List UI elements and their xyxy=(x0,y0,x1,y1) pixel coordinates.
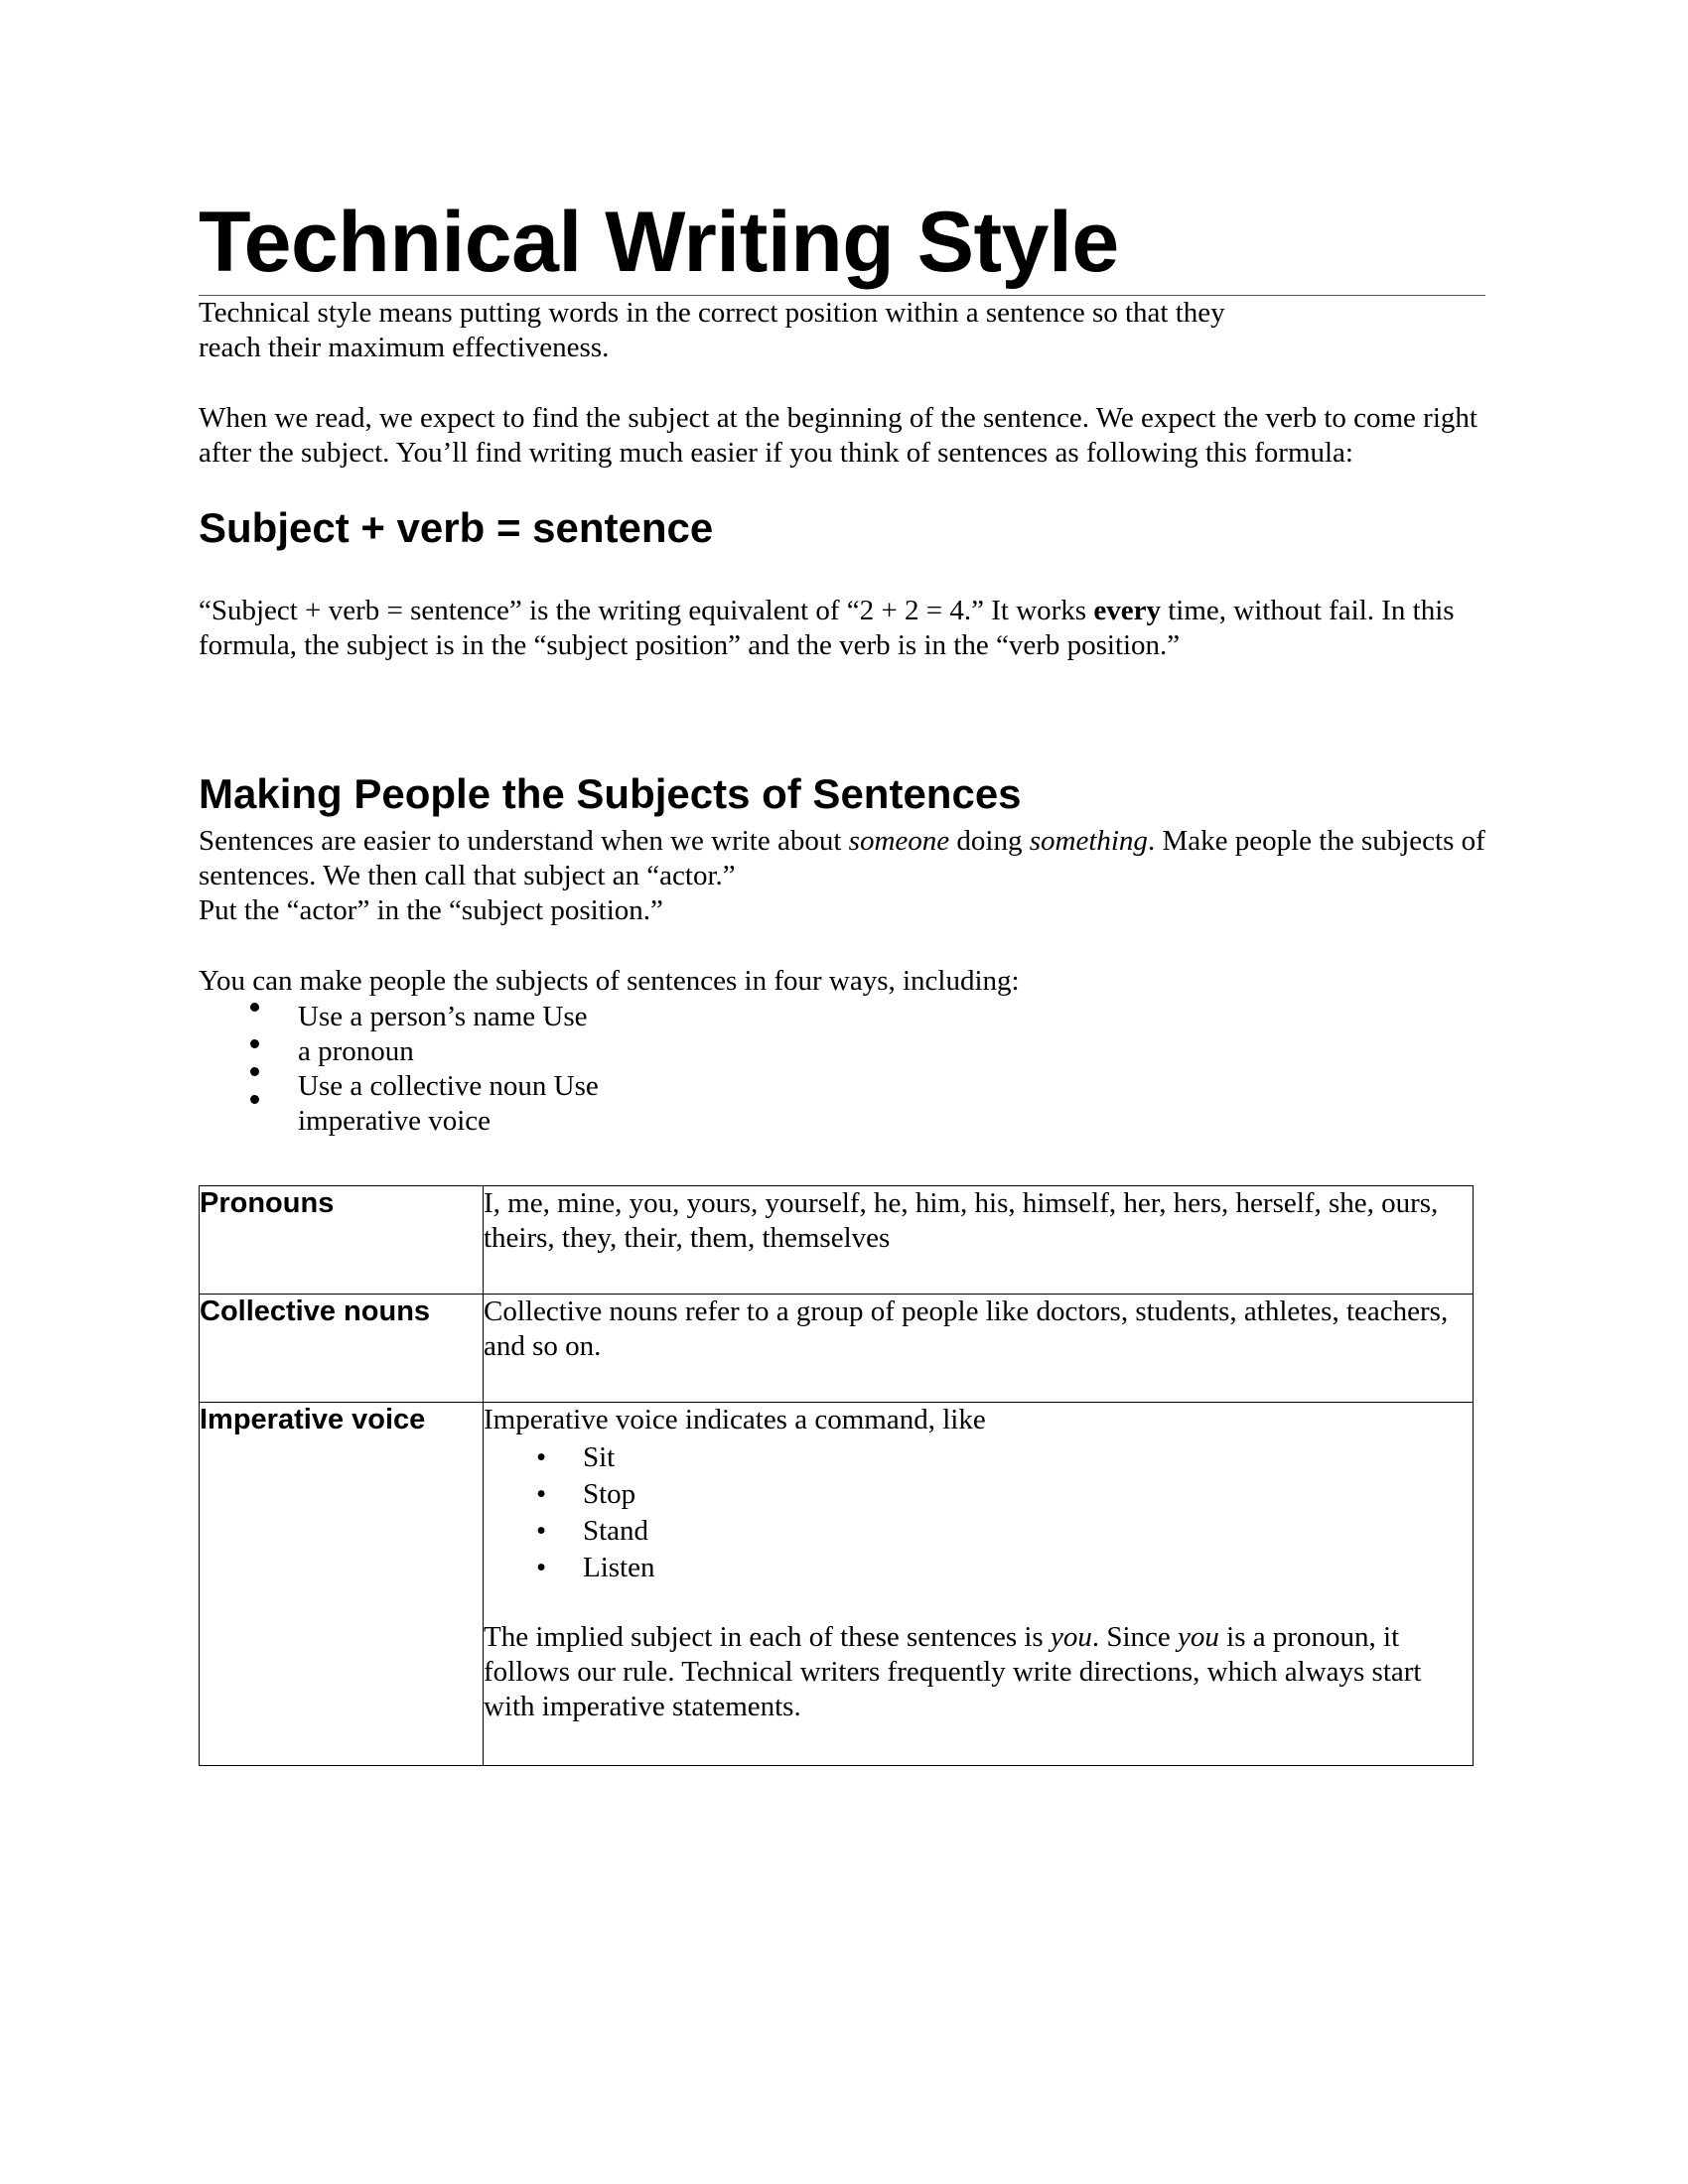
implied-text-part2: . Since xyxy=(1091,1621,1179,1653)
implied-italic-you: you xyxy=(1178,1621,1219,1653)
people-text-part2: doing xyxy=(949,825,1030,857)
table-desc-cell: I, me, mine, you, yours, yourself, he, him, his, himself, her, hers, herself, she, ours, theirs, they, their, them, themselves xyxy=(484,1186,1474,1295)
bullet-icon xyxy=(250,1039,259,1048)
ways-list-line: Use a collective noun Use xyxy=(298,1070,599,1102)
bullet-icon xyxy=(250,1003,259,1012)
implied-text-part3: is a pronoun, it follows our rule. Technical writers frequently write directions, which always start with imperative statements. xyxy=(484,1621,1422,1722)
ways-intro: You can make people the subjects of sentences in four ways, including: xyxy=(199,965,1020,997)
table-row xyxy=(200,1403,1474,1766)
list-item: • Listen xyxy=(484,1550,1473,1586)
imperative-intro: Imperative voice indicates a command, like xyxy=(484,1404,986,1435)
implied-subject-paragraph xyxy=(484,1620,1473,1724)
list-item: • Stop xyxy=(484,1476,1473,1513)
people-text-line3: Put the “actor” in the “subject position.” xyxy=(199,894,663,926)
people-text-part1: Sentences are easier to understand when we write about xyxy=(199,825,849,857)
table-term-cell: Pronouns xyxy=(200,1186,484,1295)
formula-paragraph: When we read, we expect to find the subject at the beginning of the sentence. We expect the verb to come right after the subject. You’ll find writing much easier if you think of sentences as following this formula: xyxy=(199,402,1477,469)
list-item: • Sit xyxy=(484,1439,1473,1476)
list-item: • Stand xyxy=(484,1513,1473,1550)
ways-list-line: Use a person’s name Use xyxy=(298,1001,588,1032)
people-italic-something: something xyxy=(1029,825,1148,857)
ways-list-line: a pronoun xyxy=(298,1035,414,1067)
equivalent-paragraph xyxy=(199,594,1489,663)
implied-text-part1: The implied subject in each of these sentences is xyxy=(484,1621,1051,1653)
table-term-cell: Imperative voice xyxy=(200,1403,484,1766)
people-italic-someone: someone xyxy=(848,825,950,857)
table-row xyxy=(200,1186,1474,1295)
ways-list-line: imperative voice xyxy=(298,1105,492,1137)
people-text-part3: . Make people the subjects of sentences. We then call that subject an “actor.” xyxy=(199,825,1485,891)
equivalent-text-end: time, without fail. In this formula, the subject is in the “subject position” and the verb is in the “verb position.” xyxy=(199,595,1455,661)
commands-list xyxy=(484,1439,1473,1586)
ways-list xyxy=(298,1000,635,1139)
bullet-icon xyxy=(250,1095,259,1104)
subjects-table xyxy=(199,1185,1474,1766)
formula-heading: Subject + verb = sentence xyxy=(199,504,714,551)
intro-paragraph: Technical style means putting words in the correct position within a sentence so that they reach their maximum effectiveness. xyxy=(199,297,1225,363)
equivalent-text-start: “Subject + verb = sentence” is the writing equivalent of “2 + 2 = 4.” It works xyxy=(199,595,1094,626)
table-desc-cell: Collective nouns refer to a group of people like doctors, students, athletes, teachers, and so on. xyxy=(484,1295,1474,1403)
table-row xyxy=(200,1295,1474,1403)
table-term-cell: Collective nouns xyxy=(200,1295,484,1403)
implied-italic-you: you xyxy=(1050,1621,1092,1653)
equivalent-bold-word: every xyxy=(1093,595,1161,626)
bullet-icon xyxy=(250,1067,259,1076)
document-title: Technical Writing Style xyxy=(199,195,1119,290)
people-paragraph xyxy=(199,824,1509,928)
section-heading-people: Making People the Subjects of Sentences xyxy=(199,770,1022,817)
table-desc-cell xyxy=(484,1403,1474,1766)
